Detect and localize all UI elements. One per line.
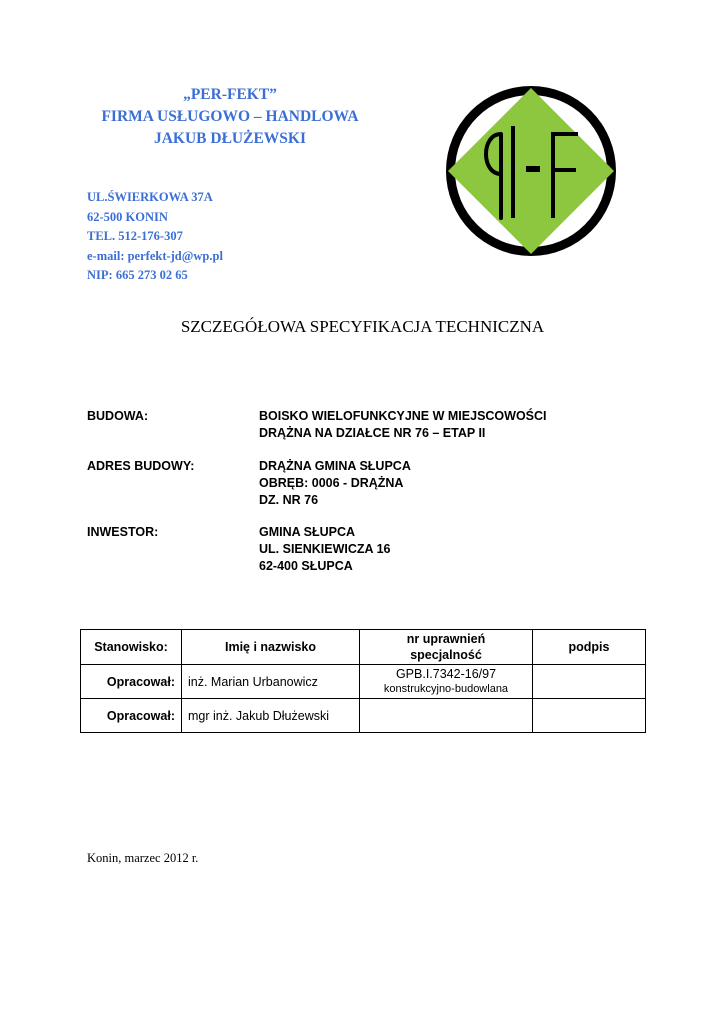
row-cert [360, 665, 533, 699]
p-f-logo-icon [446, 86, 616, 256]
adres-label: ADRES BUDOWY: [87, 459, 195, 473]
header-nr-line2: specjalność [410, 648, 482, 662]
budowa-line: DRĄŻNA NA DZIAŁCE NR 76 – ETAP II [259, 426, 486, 440]
header-imie: Imię i nazwisko [182, 630, 360, 665]
inwestor-line: GMINA SŁUPCA [259, 525, 356, 539]
adres-line: DRĄŻNA GMINA SŁUPCA [259, 459, 411, 473]
address-nip: NIP: 665 273 02 65 [87, 268, 188, 282]
adres-line: DZ. NR 76 [259, 493, 319, 507]
row-role: Opracował: [81, 699, 182, 733]
address-city: 62-500 KONIN [87, 209, 168, 224]
inwestor-line: 62-400 SŁUPCA [259, 559, 353, 573]
adres-value [259, 458, 411, 509]
inwestor-line: UL. SIENKIEWICZA 16 [259, 542, 391, 556]
table-header-row [81, 630, 646, 665]
inwestor-value [259, 524, 391, 575]
header-nr-uprawnien [360, 630, 533, 665]
address-email[interactable]: e-mail: perfekt-jd@wp.pl [87, 248, 223, 263]
address-street: UL.ŚWIERKOWA 37A [87, 190, 213, 204]
row-name: inż. Marian Urbanowicz [182, 665, 360, 699]
signature-table [80, 629, 646, 733]
row-signature [533, 699, 646, 733]
header-podpis: podpis [533, 630, 646, 665]
company-type: FIRMA USŁUGOWO – HANDLOWA [101, 108, 359, 125]
row-cert-number: GPB.I.7342-16/97 [395, 666, 497, 681]
header-stanowisko: Stanowisko: [81, 630, 182, 665]
table-row [81, 699, 646, 733]
table-row [81, 665, 646, 699]
company-address [87, 188, 223, 286]
row-role: Opracował: [81, 665, 182, 699]
row-name: mgr inż. Jakub Dłużewski [182, 699, 360, 733]
inwestor-label: INWESTOR: [87, 525, 159, 539]
company-header [60, 84, 400, 150]
budowa-line: BOISKO WIELOFUNKCYJNE W MIEJSCOWOŚCI [259, 409, 547, 423]
document-title: SZCZEGÓŁOWA SPECYFIKACJA TECHNICZNA [180, 317, 545, 336]
place-date: Konin, marzec 2012 r. [87, 851, 199, 865]
address-phone: TEL. 512-176-307 [87, 229, 183, 243]
budowa-label: BUDOWA: [87, 409, 149, 423]
budowa-value [259, 408, 547, 442]
company-owner: JAKUB DŁUŻEWSKI [153, 130, 307, 147]
row-cert [360, 699, 533, 733]
row-cert-specialty: konstrukcyjno-budowlana [383, 682, 509, 695]
adres-line: OBRĘB: 0006 - DRĄŻNA [259, 476, 404, 490]
company-name: „PER-FEKT” [183, 86, 277, 103]
row-signature [533, 665, 646, 699]
header-nr-line1: nr uprawnień [406, 632, 486, 646]
